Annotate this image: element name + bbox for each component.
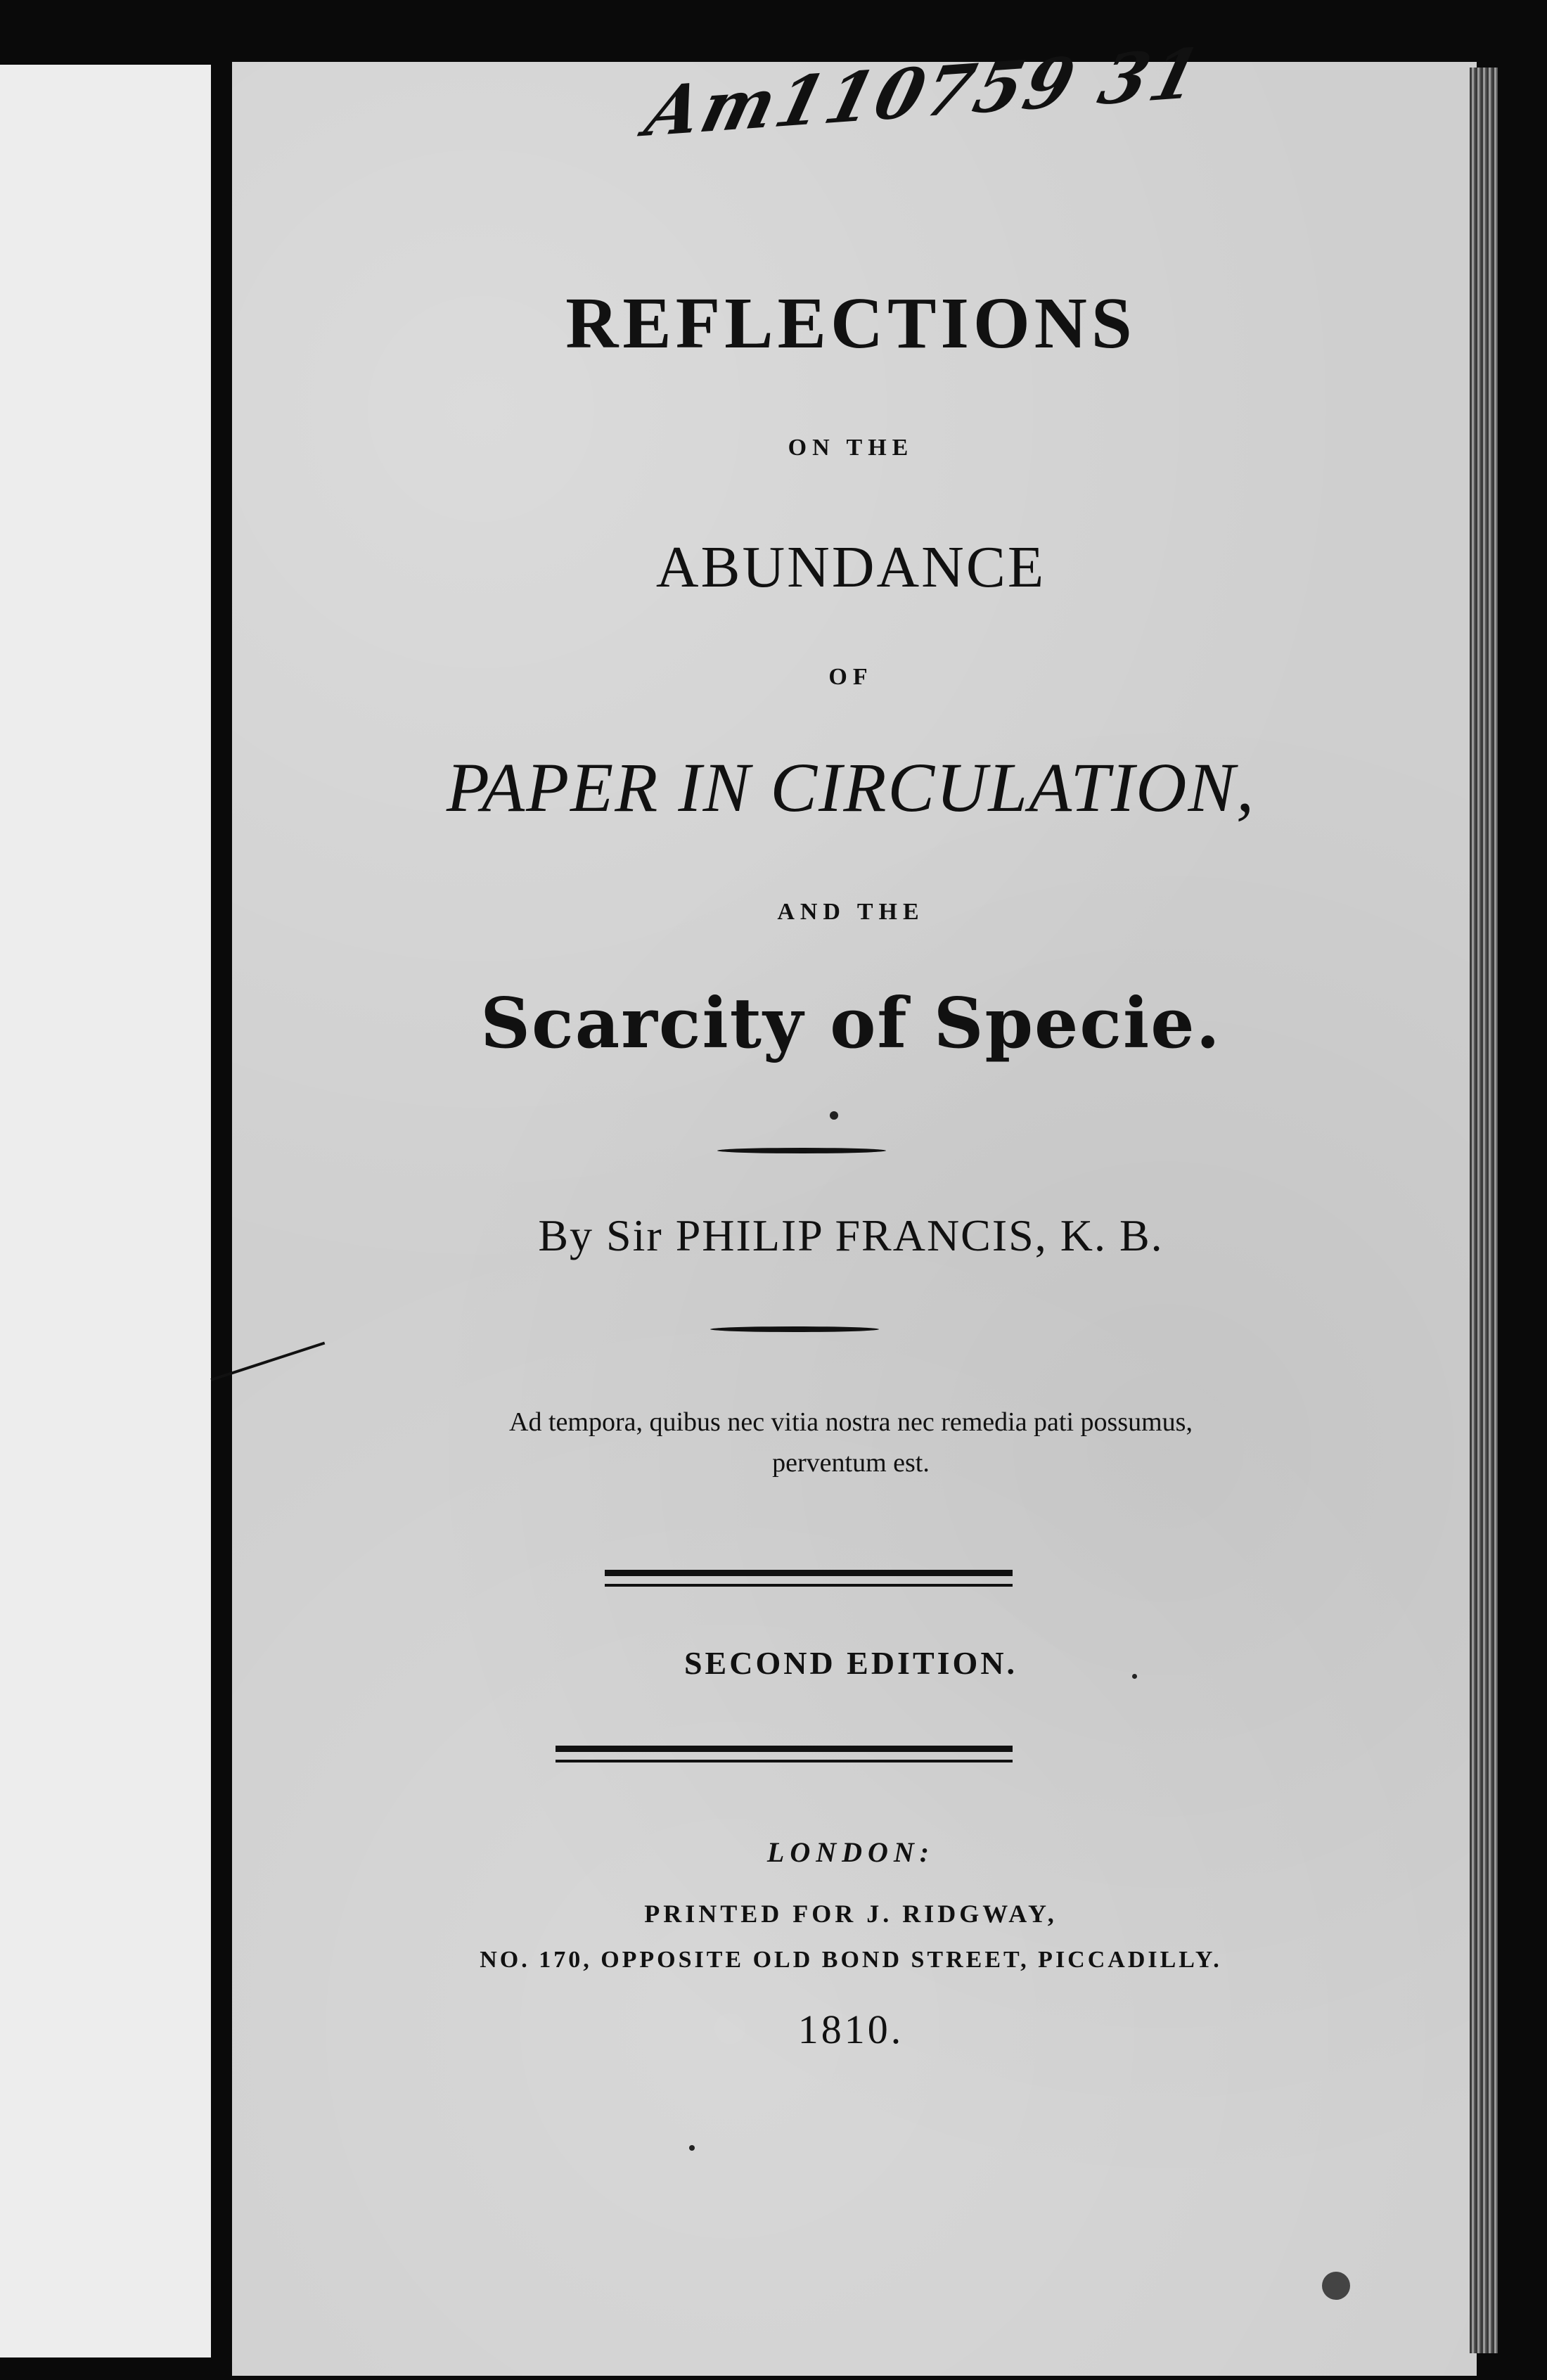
author-line: By Sir PHILIP FRANCIS, K. B. [538,1210,1164,1260]
edition-statement: SECOND EDITION. [683,1645,1018,1681]
ornamental-rule-bottom [710,1326,879,1332]
double-rule-bottom [556,1746,1013,1762]
imprint-year: 1810. [797,2007,904,2052]
imprint-city: LONDON: [766,1836,935,1868]
ink-speck [1322,2272,1350,2300]
book-title: REFLECTIONS [565,283,1136,364]
handwritten-shelfmark: Am110759 31 [638,32,1212,153]
page-edges [1470,68,1498,2353]
subtitle-connector-of: OF [828,664,873,690]
subtitle-scarcity-of-specie: Scarcity of Specie. [480,983,1221,1064]
double-rule-top [605,1570,1013,1587]
epigraph-line-2: perventum est. [772,1448,930,1478]
facing-blank-page [0,65,211,2357]
imprint-address: NO. 170, OPPOSITE OLD BOND STREET, PICCADILLY. [480,1947,1222,1973]
ink-speck [830,1111,838,1120]
subtitle-connector-on-the: ON THE [788,435,914,461]
ink-speck [1132,1674,1137,1679]
subtitle-abundance: ABUNDANCE [655,535,1046,600]
subtitle-connector-and-the: AND THE [777,899,925,925]
ornamental-rule-top [717,1148,886,1153]
subtitle-paper-in-circulation: PAPER IN CIRCULATION, [446,748,1256,826]
ink-speck [689,2145,695,2151]
epigraph-line-1: Ad tempora, quibus nec vitia nostra nec remedia pati possumus, [509,1407,1193,1437]
imprint-printer: PRINTED FOR J. RIDGWAY, [644,1900,1058,1928]
